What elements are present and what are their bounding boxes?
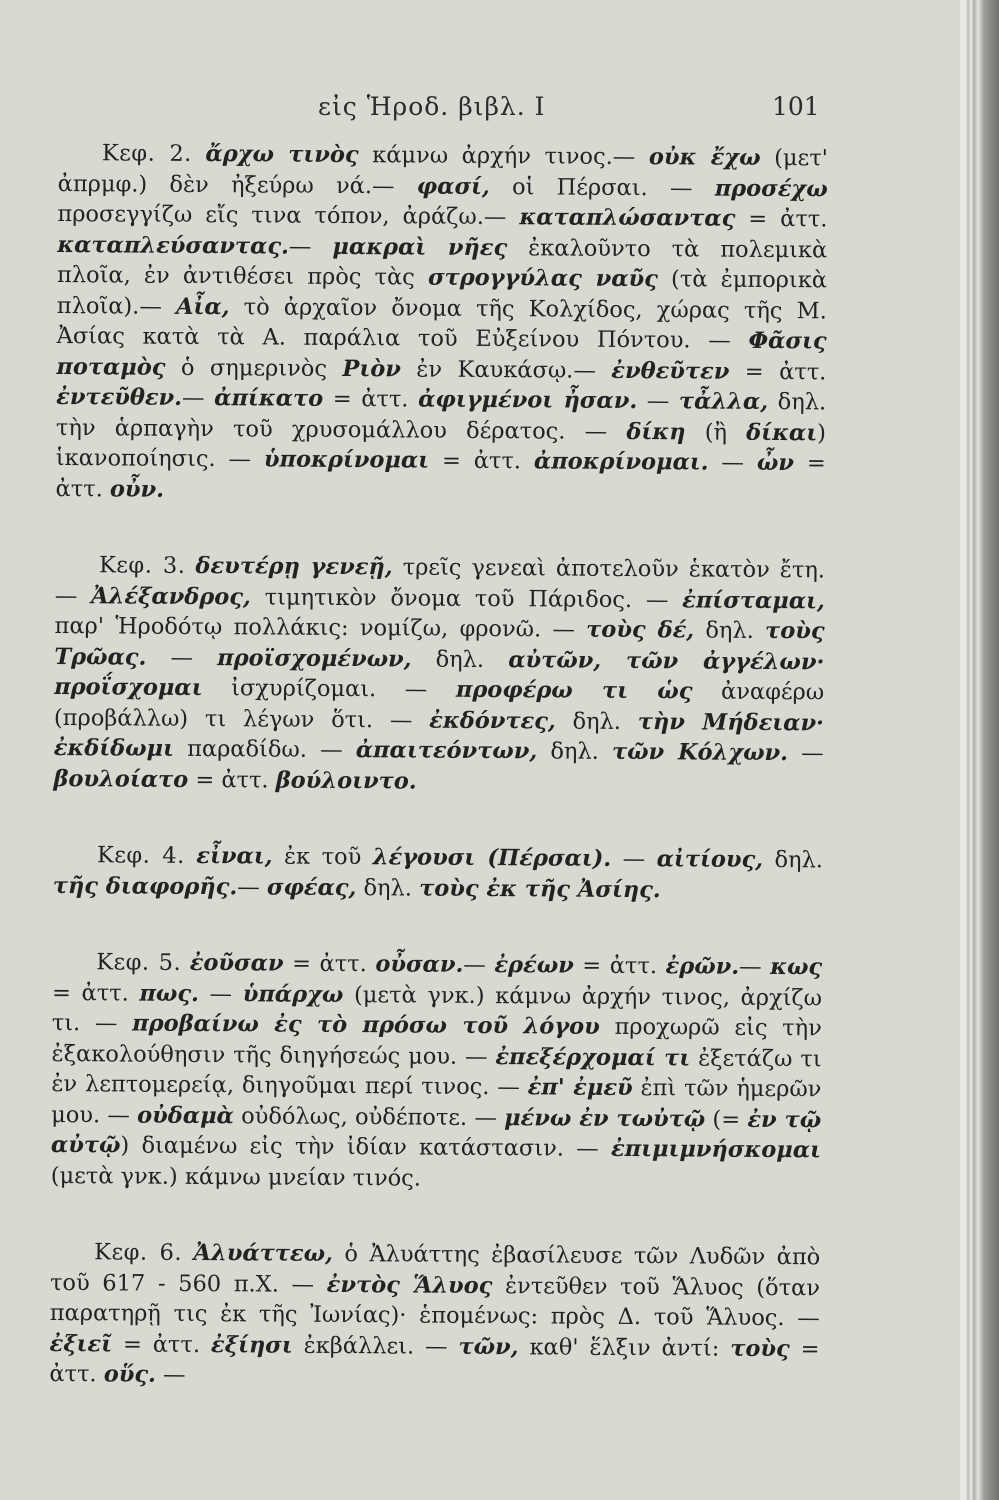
- glossed-term: ἐνθεῦτεν: [611, 357, 730, 385]
- chapter-label: Κεφ. 5.: [96, 949, 182, 976]
- chapter-note: [55, 138, 828, 509]
- glossed-term: μένω ἐν τωὐτῷ: [504, 1104, 706, 1133]
- gloss-text: ἀναφέρω (προβάλλω) τι λέγων ὅτι. —: [53, 678, 825, 734]
- glossed-term: ἐρῶν.: [665, 953, 740, 980]
- gloss-text: προσεγγίζω εἴς τινα τόπον, ἀράζω.—: [57, 200, 520, 231]
- glossed-term: εἶναι,: [196, 842, 273, 870]
- glossed-term: προσέχω: [714, 175, 828, 202]
- gloss-text: —: [181, 384, 215, 412]
- gloss-text: = ἀττ.: [323, 385, 419, 413]
- gloss-text: παρ' Ἡροδότῳ πολλάκις: νομίζω, φρονῶ. —: [54, 612, 587, 643]
- gloss-text: οὐδόλως, οὐδέποτε. —: [233, 1102, 505, 1131]
- glossed-term: φασί,: [416, 173, 490, 200]
- gloss-text: ὁ Ἀλυάττης ἐβασίλευσε τῶν Λυδῶν ἀπὸ τοῦ 617 - 560 π.Χ. —: [49, 1240, 821, 1298]
- gloss-text: —: [155, 1361, 186, 1388]
- gloss-text: = ἀττ.: [735, 205, 828, 233]
- glossed-term: τῶν Κόλχων.: [611, 738, 789, 767]
- glossed-term: πως.: [139, 980, 200, 1007]
- gloss-text: —: [637, 388, 680, 415]
- glossed-term: Ριὸν: [342, 355, 401, 382]
- glossed-term: ὑπάρχω: [242, 980, 344, 1008]
- gloss-text: ) διαμένω εἰς τὴν ἰδίαν κατάστασιν. —: [120, 1132, 612, 1162]
- glossed-term: καταπλεύσαντας.: [57, 231, 290, 260]
- gloss-text: —: [739, 953, 771, 980]
- glossed-term: τοὺς δέ,: [586, 616, 695, 644]
- gloss-text: παραδίδω. —: [173, 735, 356, 764]
- gloss-text: (μετ' ἀπρμφ.) δὲν ἠξεύρω νά.—: [57, 144, 828, 200]
- glossed-term: δίκαι: [746, 419, 818, 446]
- glossed-term: κως: [770, 953, 823, 981]
- gloss-text: ἐκ τοῦ: [272, 843, 373, 871]
- page-header: [0, 92, 960, 132]
- glossed-term: βούλοιντο.: [275, 767, 417, 795]
- gloss-text: —: [237, 873, 267, 900]
- glossed-term: προβαίνω ἐς τὸ πρόσω τοῦ λόγου: [132, 1010, 600, 1040]
- glossed-term: Ἀλυάττεω,: [193, 1239, 333, 1267]
- gloss-text: (=: [705, 1106, 748, 1133]
- gloss-text: = ἀττ.: [283, 950, 376, 978]
- gloss-text: τὸ ἀρχαῖον ὄνομα τῆς Κολχίδος, χώρας τῆς Μ. Ἀσίας κατὰ τὰ Α. παράλια τοῦ Εὐξείνου Πόντου. —: [56, 293, 827, 354]
- glossed-term: ἐπ' ἐμεῦ: [527, 1074, 633, 1102]
- glossed-term: Ἀλέξανδρος,: [91, 582, 251, 610]
- commentary-text: [49, 138, 828, 1395]
- glossed-term: οὐδαμὰ: [137, 1102, 235, 1129]
- glossed-term: ἐν τῷ αὐτῷ: [50, 1106, 822, 1159]
- gloss-text: ἐντεῦθεν τοῦ Ἅλυος (ὅταν παρατηρῇ τις ἐκ τῆς Ἰωνίας)· ἑπομένως: πρὸς Δ. τοῦ Ἅλυος. —: [49, 1272, 821, 1332]
- gloss-text: —: [708, 449, 757, 476]
- gloss-text: —: [146, 644, 218, 671]
- glossed-term: μακραὶ νῆες: [332, 233, 508, 261]
- chapter-note: [51, 947, 823, 1196]
- glossed-term: τὴν Μήδειαν· ἐκδίδωμι: [53, 708, 825, 762]
- gloss-text: —: [463, 951, 495, 979]
- gloss-text: τρεῖς γενεαὶ ἀποτελοῦν ἑκατὸν ἔτη. —: [54, 554, 826, 609]
- gloss-text: δηλ. τὴν ἁρπαγὴν τοῦ χρυσομάλλου δέρατος. —: [55, 388, 827, 445]
- running-title: εἰς Ἡροδ. βιβλ. I: [318, 92, 546, 121]
- glossed-term: Αἶα,: [175, 293, 230, 320]
- glossed-term: αἰτίους,: [656, 846, 764, 873]
- glossed-term: ἀφιγμένοι ἦσαν.: [418, 386, 638, 415]
- glossed-term: αὐτῶν, τῶν ἀγγέλων· προΐσχομαι: [54, 646, 825, 702]
- chapter-label: Κεφ. 6.: [94, 1239, 183, 1266]
- gloss-text: ἰσχυρίζομαι. —: [202, 675, 457, 703]
- glossed-term: ἐξιεῖ: [49, 1330, 113, 1357]
- glossed-term: ὦν: [756, 449, 795, 477]
- gloss-text: (ἢ: [685, 418, 747, 446]
- chapter-note: [53, 840, 823, 906]
- glossed-term: λέγουσι (Πέρσαι).: [372, 844, 612, 872]
- gloss-text: = ἀττ.: [188, 766, 276, 794]
- gloss-text: δηλ.: [762, 846, 824, 874]
- gloss-text: = ἀττ.: [55, 450, 826, 502]
- chapter-note: [49, 1237, 820, 1395]
- glossed-term: τοὺς ἐκ τῆς Ἀσίης.: [419, 875, 661, 903]
- gloss-text: —: [288, 233, 333, 260]
- glossed-term: τοὺς: [730, 1335, 790, 1362]
- glossed-term: δίκη: [626, 418, 686, 445]
- gloss-text: (μετὰ γνκ.) κάμνω μνείαν τινός.: [50, 1162, 422, 1192]
- glossed-term: ἀποκρίνομαι.: [533, 448, 709, 476]
- page-number: 101: [772, 92, 820, 121]
- gloss-text: δηλ.: [537, 738, 613, 765]
- gloss-text: δηλ.: [356, 874, 420, 902]
- glossed-term: σφέας,: [266, 873, 357, 901]
- glossed-term: ἀπαιτεόντων,: [355, 737, 538, 765]
- glossed-term: ἐντεῦθεν.: [56, 383, 183, 411]
- gloss-text: καθ' ἕλξιν ἀντί:: [518, 1333, 731, 1362]
- gloss-text: οἱ Πέρσαι. —: [489, 173, 715, 202]
- glossed-term: ἄρχω τινὸς: [205, 141, 359, 169]
- gloss-text: (μετὰ γνκ.) κάμνω ἀρχήν τινος, ἀρχίζω τι. —: [51, 981, 823, 1037]
- gloss-text: δηλ.: [694, 617, 766, 644]
- glossed-term: οὐκ ἔχω: [648, 144, 761, 171]
- glossed-term: οὖν.: [109, 475, 165, 503]
- chapter-label: Κεφ. 4.: [96, 842, 185, 869]
- gloss-text: ἐξετάζω τι ἐν λεπτομερείᾳ, διηγοῦμαι περί τινος. —: [51, 1044, 822, 1101]
- gloss-text: = ἀττ.: [49, 1335, 820, 1388]
- glossed-term: ἐκδόντες,: [429, 707, 556, 734]
- gloss-text: = ἀττ.: [51, 979, 140, 1007]
- gloss-text: δηλ.: [411, 645, 509, 673]
- gloss-text: κάμνω ἀρχήν τινος.—: [358, 142, 649, 171]
- gloss-text: δηλ.: [555, 707, 638, 735]
- glossed-term: στρογγύλας ναῦς: [427, 264, 659, 293]
- glossed-term: ἐπεξέρχομαί τι: [495, 1043, 691, 1071]
- gloss-text: ἐκβάλλει. —: [292, 1332, 459, 1360]
- chapter-label: Κεφ. 2.: [101, 140, 192, 167]
- gloss-text: = ἀττ.: [729, 358, 827, 385]
- glossed-term: προϊσχομένων,: [217, 644, 412, 672]
- glossed-term: ἐρέων: [494, 952, 574, 979]
- glossed-term: βουλοίατο: [53, 765, 189, 793]
- gloss-text: τιμητικὸν ὄνομα τοῦ Πάριδος. —: [250, 583, 683, 613]
- page-edge: [960, 0, 999, 1500]
- gloss-text: = ἀττ.: [573, 952, 666, 980]
- glossed-term: ἀπίκατο: [214, 385, 324, 412]
- glossed-term: τῆς διαφορῆς.: [52, 872, 238, 900]
- glossed-term: καταπλώσαντας: [519, 204, 736, 232]
- glossed-term: ἐπιμιμνήσκομαι: [610, 1135, 822, 1164]
- glossed-term: προφέρω τι ὡς: [455, 676, 693, 705]
- glossed-term: ἐντὸς Ἅλυος: [326, 1271, 493, 1299]
- gloss-text: προχωρῶ εἰς τὴν ἐξακολούθησιν τῆς διηγήσεώς μου. —: [51, 1013, 822, 1070]
- gloss-text: ἐν Καυκάσῳ.—: [400, 355, 612, 384]
- glossed-term: τῶν,: [458, 1333, 519, 1360]
- gloss-text: = ἀττ.: [111, 1330, 212, 1358]
- glossed-term: Φᾶσις ποταμὸς: [56, 327, 827, 381]
- glossed-term: δευτέρῃ γενεῇ,: [195, 552, 393, 581]
- chapter-note: [53, 550, 825, 799]
- gloss-text: —: [198, 980, 243, 1007]
- gloss-text: —: [787, 740, 824, 767]
- glossed-term: ὑποκρίνομαι: [263, 446, 430, 474]
- gloss-text: —: [611, 845, 657, 873]
- glossed-term: οὖσαν.: [375, 951, 464, 978]
- gloss-text: ἐπὶ τῶν ἡμερῶν μου. —: [51, 1075, 822, 1129]
- glossed-term: οὕς.: [103, 1361, 157, 1388]
- glossed-term: ἐπίσταμαι,: [682, 586, 825, 614]
- gloss-text: ὁ σημερινὸς: [165, 354, 343, 382]
- gloss-text: (τὰ ἐμπορικὰ πλοῖα).—: [56, 266, 828, 320]
- glossed-term: τἆλλα,: [678, 388, 769, 415]
- glossed-term: ἐξίησι: [210, 1331, 293, 1359]
- glossed-term: τοὺς Τρῶας.: [54, 617, 825, 671]
- gloss-text: ἐκαλοῦντο τὰ πολεμικὰ πλοῖα, ἐν ἀντιθέσει πρὸς τὰς: [56, 234, 828, 291]
- chapter-label: Κεφ. 3.: [98, 552, 186, 579]
- gloss-text: ) ἱκανοποίησις. —: [55, 419, 827, 473]
- glossed-term: ἐοῦσαν: [189, 949, 284, 977]
- gloss-text: = ἀττ.: [428, 447, 535, 475]
